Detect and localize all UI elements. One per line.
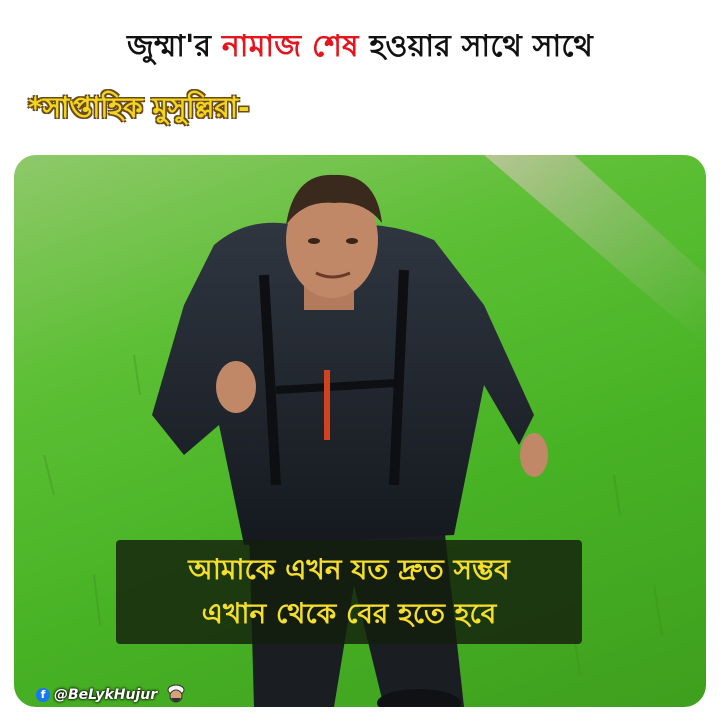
watermark <box>36 684 189 706</box>
headline-part-2: হওয়ার সাথে সাথে <box>358 29 594 64</box>
zip-pull <box>324 370 330 440</box>
right-hand <box>520 433 548 477</box>
mascot-avatar-icon <box>163 684 189 706</box>
caption-line-2: এখান থেকে বের হতে হবে <box>201 597 497 630</box>
headline-part-1: জুম্মা'র <box>126 29 222 64</box>
meme-headline <box>0 22 720 73</box>
meme-subheading: *সাপ্তাহিক মুসুল্লিরা- <box>28 91 250 124</box>
left-hand <box>216 361 256 413</box>
background-path <box>484 155 706 345</box>
facebook-icon: f <box>36 688 50 702</box>
meme-photo <box>14 155 706 707</box>
headline-highlight: নামাজ শেষ <box>221 29 359 64</box>
caption-box <box>116 540 582 644</box>
watermark-handle: @BeLykHujur <box>54 687 158 703</box>
caption-line-1: আমাকে এখন যত দ্রুত সম্ভব <box>188 553 510 586</box>
